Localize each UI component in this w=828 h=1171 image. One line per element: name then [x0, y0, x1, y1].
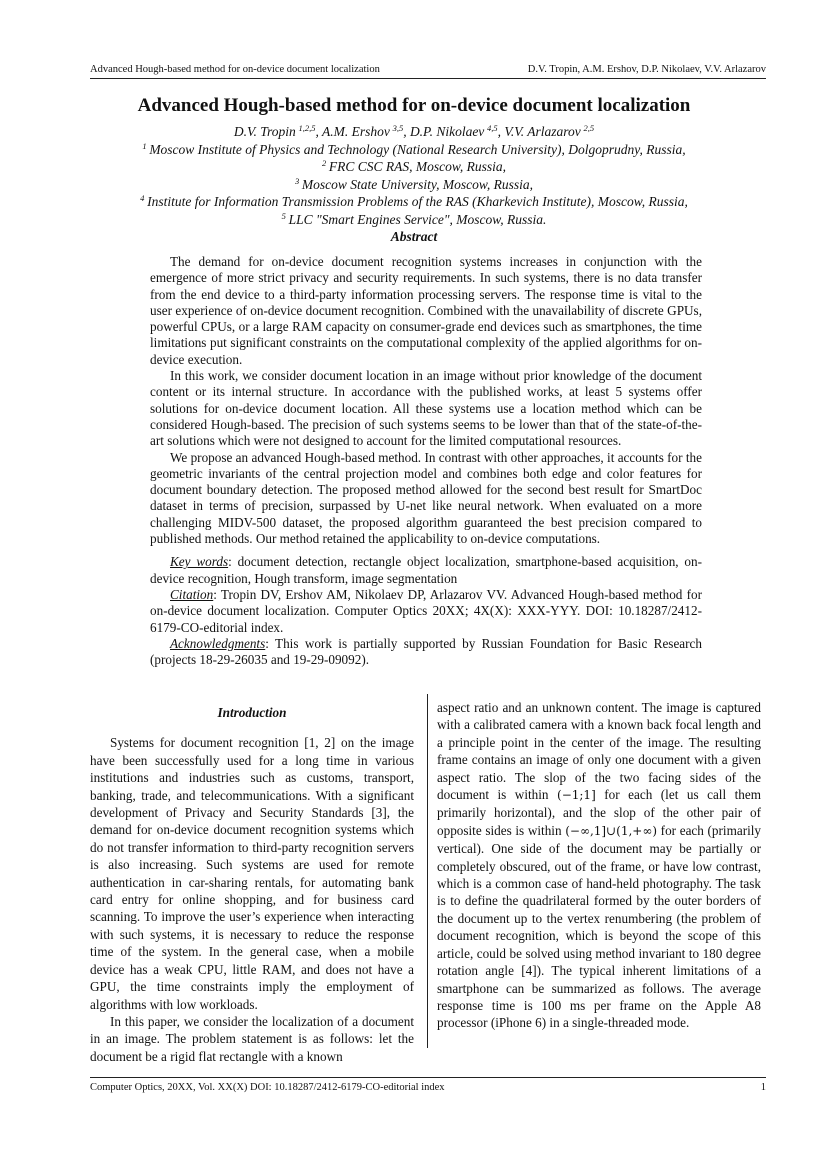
paper-title: Advanced Hough-based method for on-device document localization: [137, 95, 691, 116]
citation-label: Citation: [170, 586, 214, 602]
intro-paragraph: In this paper, we consider the localization of a document in an image. The problem statement is as follows: let the document be a rigid flat rectangle with a known: [90, 1013, 414, 1064]
affiliation: $^1$ Moscow Institute of Physics and Technology (National Research University), Dolgoprudny, Russia,: [142, 140, 686, 157]
author-name: V.V. Arlazarov: [504, 124, 581, 139]
abstract-paragraph: The demand for on-device document recognition systems increases in conjunction with the emergence of more strict privacy and security requirements. In such systems, there is no data transfer from the end device to a third-party information processing servers. The response time is vital to the user experience of on-device document recognition. Combined with the unavailability of discrete GPUs, powerful CPUs, or a large RAM capacity on consumer-grade end devices such as smartphones, the time limitations put significant constraints on the computational complexity of the applied algorithms for on-device execution.: [150, 254, 702, 367]
author-block: [0, 123, 828, 229]
acknowledgments: Acknowledgments: This work is partially supported by Russian Foundation for Basic Research (projects 18-29-26035 and 19-29-09092).: [150, 635, 702, 668]
abstract: [150, 254, 702, 668]
affiliation: $^4$ Institute for Information Transmission Problems of the RAS (Kharkevich Institute), Moscow, Russia,: [140, 193, 688, 210]
math-interval: (−1;1]: [557, 788, 596, 803]
left-column: [90, 704, 414, 1065]
abstract-heading: Abstract: [390, 229, 438, 244]
author-name: D.P. Nikolaev: [409, 124, 485, 139]
citation: Citation: Tropin DV, Ershov AM, Nikolaev DP, Arlazarov VV. Advanced Hough-based method for on-device document localization. Computer Optics 20XX; 4X(X): XXX-YYY. DOI: 10.18287/2412-6179-CO-editorial index.: [150, 586, 702, 635]
author-name: D.V. Tropin: [233, 124, 296, 139]
affiliation: $^3$ Moscow State University, Moscow, Russia,: [294, 175, 534, 192]
running-header-left: Advanced Hough-based method for on-device document localization: [90, 64, 380, 75]
math-interval: (−∞,1]∪(1,+∞): [565, 823, 658, 838]
running-header-right: D.V. Tropin, A.M. Ershov, D.P. Nikolaev, V.V. Arlazarov: [527, 64, 766, 75]
keywords-label: Key words: [170, 554, 229, 570]
abstract-paragraph: In this work, we consider document location in an image without prior knowledge of the document content or its internal structure. In accordance with the published works, at least 5 systems offer solutions for on-device document location. All these systems use a location method which can be considered Hough-based. The precision of such systems seems to be lower than that of the state-of-the-art solutions which were not designed to account for the limited computational resources.: [150, 368, 702, 449]
page-number: 1: [760, 1082, 766, 1093]
author-sup: 4,5: [487, 123, 498, 133]
running-header: [90, 64, 766, 79]
page-footer: [90, 1077, 766, 1093]
ack-label: Acknowledgments: [170, 635, 266, 651]
affiliation: $^5$ LLC "Smart Engines Service", Moscow, Russia.: [281, 210, 547, 227]
author-name: A.M. Ershov: [321, 124, 390, 139]
intro-paragraph-continued: aspect ratio and an unknown content. The image is captured with a calibrated camera with a known back focal length and a principle point in the center of the image. The resulting frame contains an image of only one document with a given aspect ratio. The slop of the two facing sides of the document is within (−1;1] for each (let us call them primarily horizontal), and the slop of the other pair of opposite sides is within (−∞,1]∪(1,+∞) for each (primarily vertical). One side of the document may be partially or completely obscured, out of the frame, or have low contrast, which is a common case of hand-held photography. The task is to define the quadrilateral formed by the outer borders of the document up to the vertex renumbering (the problem of document recognition, which is beyond the scope of this article, could be solved using method invariant to 180 degree rotation angle [4]). The typical inherent limitations of a smartphone can be summarized as follows. The average response time is 100 ms per frame on the Apple A8 processor (iPhone 6) in a single-threaded mode.: [437, 700, 762, 1031]
keywords: Key words: document detection, rectangle object localization, smartphone-based acquisition, on-device recognition, Hough transform, image segmentation: [150, 554, 703, 586]
affiliation: $^2$ FRC CSC RAS, Moscow, Russia,: [321, 158, 507, 175]
abstract-paragraph: We propose an advanced Hough-based method. In contrast with other approaches, it accounts for the geometric invariants of the central projection model and combines both edge and color features for document boundary detection. The proposed method allowed for the second best result for SmartDoc dataset in terms of precision, surpassed by U-net like neural network. When evaluated on a more challenging MIDV-500 dataset, the proposed algorithm guaranteed the best precision compared to published methods. Our method retained the applicability to on-device computations.: [150, 449, 702, 547]
footer-journal: Computer Optics, 20XX, Vol. XX(X) DOI: 10.18287/2412-6179-CO-editorial index: [90, 1082, 445, 1093]
right-column: [437, 699, 761, 1032]
intro-paragraph: Systems for document recognition [1, 2] on the image have been successfully used for a long time in various institutions and industries such as customs, transport, banking, trade, and telecommunications. With a significant development of Privacy and Security Standards [3], the demand for on-device document recognition systems which do not transfer information to third-party recognition servers is also increasing. Such systems are used for remote authentication in car-sharing rentals, for automating bank card entry for online shopping, and for business card scanning. To improve the user’s experience when interacting with such systems, it is necessary to reduce the response time of the system. In the general case, when a mobile device has a weak CPU, little RAM, and does not have a GPU, the time constraints imply the employment of algorithms with low workloads.: [90, 735, 414, 1012]
author-sup: 1,2,5: [298, 123, 316, 133]
intro-heading: Introduction: [217, 705, 287, 720]
author-list: D.V. Tropin $^{1,2,5}$, A.M. Ershov $^{3,5}$, D.P. Nikolaev $^{4,5}$, V.V. Arlazarov $^{2,5}$: [233, 123, 595, 139]
author-sup: 2,5: [583, 123, 595, 133]
author-sup: 3,5: [392, 123, 404, 133]
column-divider: [427, 694, 428, 1048]
